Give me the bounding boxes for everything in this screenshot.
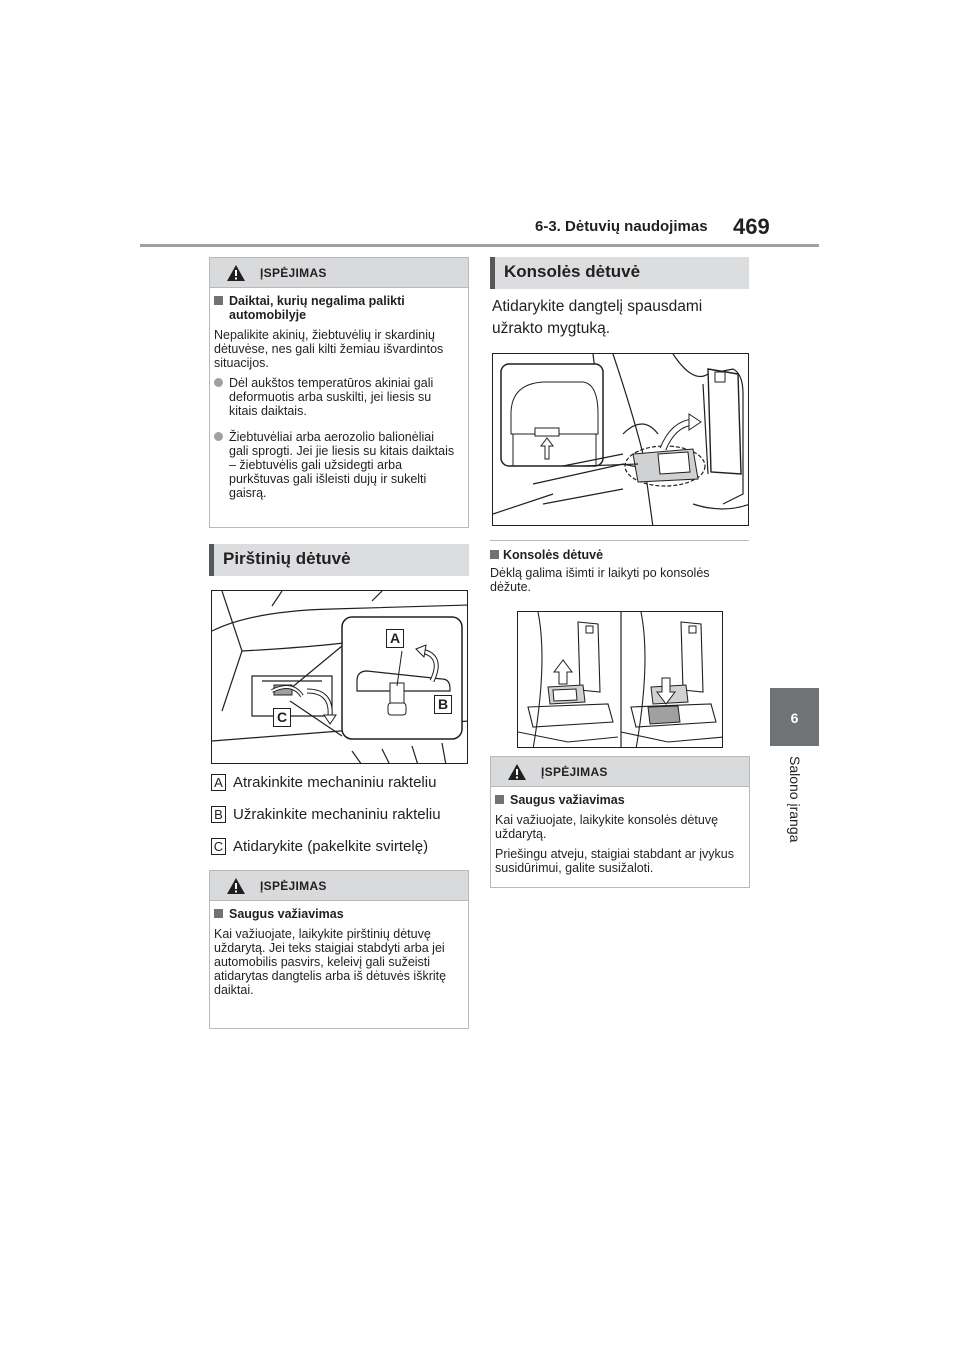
warning-text: Priešingu atveju, staigiai stabdant ar įvykus susidūrimui, galite susižaloti.: [495, 847, 735, 875]
warning-text: Kai važiuojate, laikykite pirštinių dėtuvę uždarytą. Jei teks staigiai stabdyti arba jei automobilis pasvirs, keleivį gali sužeisti atidarytas dangtelis arba iš dėtuvės iškritę daiktai.: [214, 927, 447, 997]
warning-triangle-icon: [507, 763, 527, 781]
warning-label: ĮSPĖJIMAS: [541, 765, 608, 779]
callout-b: B: [434, 695, 452, 714]
legend-text: Užrakinkite mechaniniu rakteliu: [233, 806, 441, 823]
chapter-label: [781, 756, 811, 856]
warning-label: ĮSPĖJIMAS: [260, 879, 327, 893]
section-title: 6-3. Dėtuvių naudojimas: [535, 218, 708, 235]
warning-triangle-icon: [226, 877, 246, 895]
warning-box-glovebox: [209, 870, 469, 1029]
callout-a: A: [386, 629, 404, 648]
warning-bullet: Dėl aukštos temperatūros akiniai gali deformuotis arba suskilti, jei liesis su kitais daiktais.: [214, 376, 456, 418]
legend-badge: C: [211, 838, 226, 855]
divider: [490, 540, 749, 541]
warning-label: ĮSPĖJIMAS: [260, 266, 327, 280]
note-text: Dėklą galima išimti ir laikyti po konsolės dėžute.: [490, 566, 710, 594]
warning-heading: Saugus važiavimas: [214, 907, 456, 921]
header-rule: [140, 244, 819, 247]
console-intro-line1: Atidarykite dangtelį spausdami: [492, 298, 703, 315]
warning-box-console: [490, 756, 750, 888]
warning-header: [210, 258, 468, 288]
warning-header: [491, 757, 749, 787]
section-header-glovebox: Pirštinių dėtuvė: [209, 544, 469, 576]
legend-badge: B: [211, 806, 226, 823]
legend-badge: A: [211, 774, 226, 791]
legend-text: Atidarykite (pakelkite svirtelę): [233, 838, 429, 855]
glovebox-illustration: [211, 590, 468, 764]
section-header-console: Konsolės dėtuvė: [490, 257, 749, 289]
warning-box-items: [209, 257, 469, 528]
note-heading: Konsolės dėtuvė: [490, 548, 603, 562]
console-open-illustration: [492, 353, 749, 526]
callout-c: C: [273, 708, 291, 727]
warning-bullet: Žiebtuvėliai arba aerozolio balionėliai gali sprogti. Jei jie liesis su kitais daiktais – žiebtuvėlis gali užsidegti arba purkštuvas gali išleisti dujų ir sukelti gaisrą.: [214, 430, 456, 500]
warning-triangle-icon: [226, 264, 246, 282]
warning-heading: Daiktai, kurių negalima palikti automobilyje: [214, 294, 456, 322]
warning-header: [210, 871, 468, 901]
console-intro-line2: užrakto mygtuką.: [492, 320, 611, 337]
warning-heading: Saugus važiavimas: [495, 793, 737, 807]
console-tray-illustration: [517, 611, 723, 748]
warning-text: Nepalikite akinių, žiebtuvėlių ir skardinių dėtuvėse, nes gali kilti žemiau išvardintos situacijos.: [214, 328, 444, 370]
page-number: 469: [733, 214, 770, 239]
chapter-label-text: Salono įranga: [787, 756, 803, 843]
warning-text: Kai važiuojate, laikykite konsolės dėtuvę uždarytą.: [495, 813, 719, 841]
legend-text: Atrakinkite mechaniniu rakteliu: [233, 774, 437, 791]
chapter-tab: 6: [770, 688, 819, 746]
